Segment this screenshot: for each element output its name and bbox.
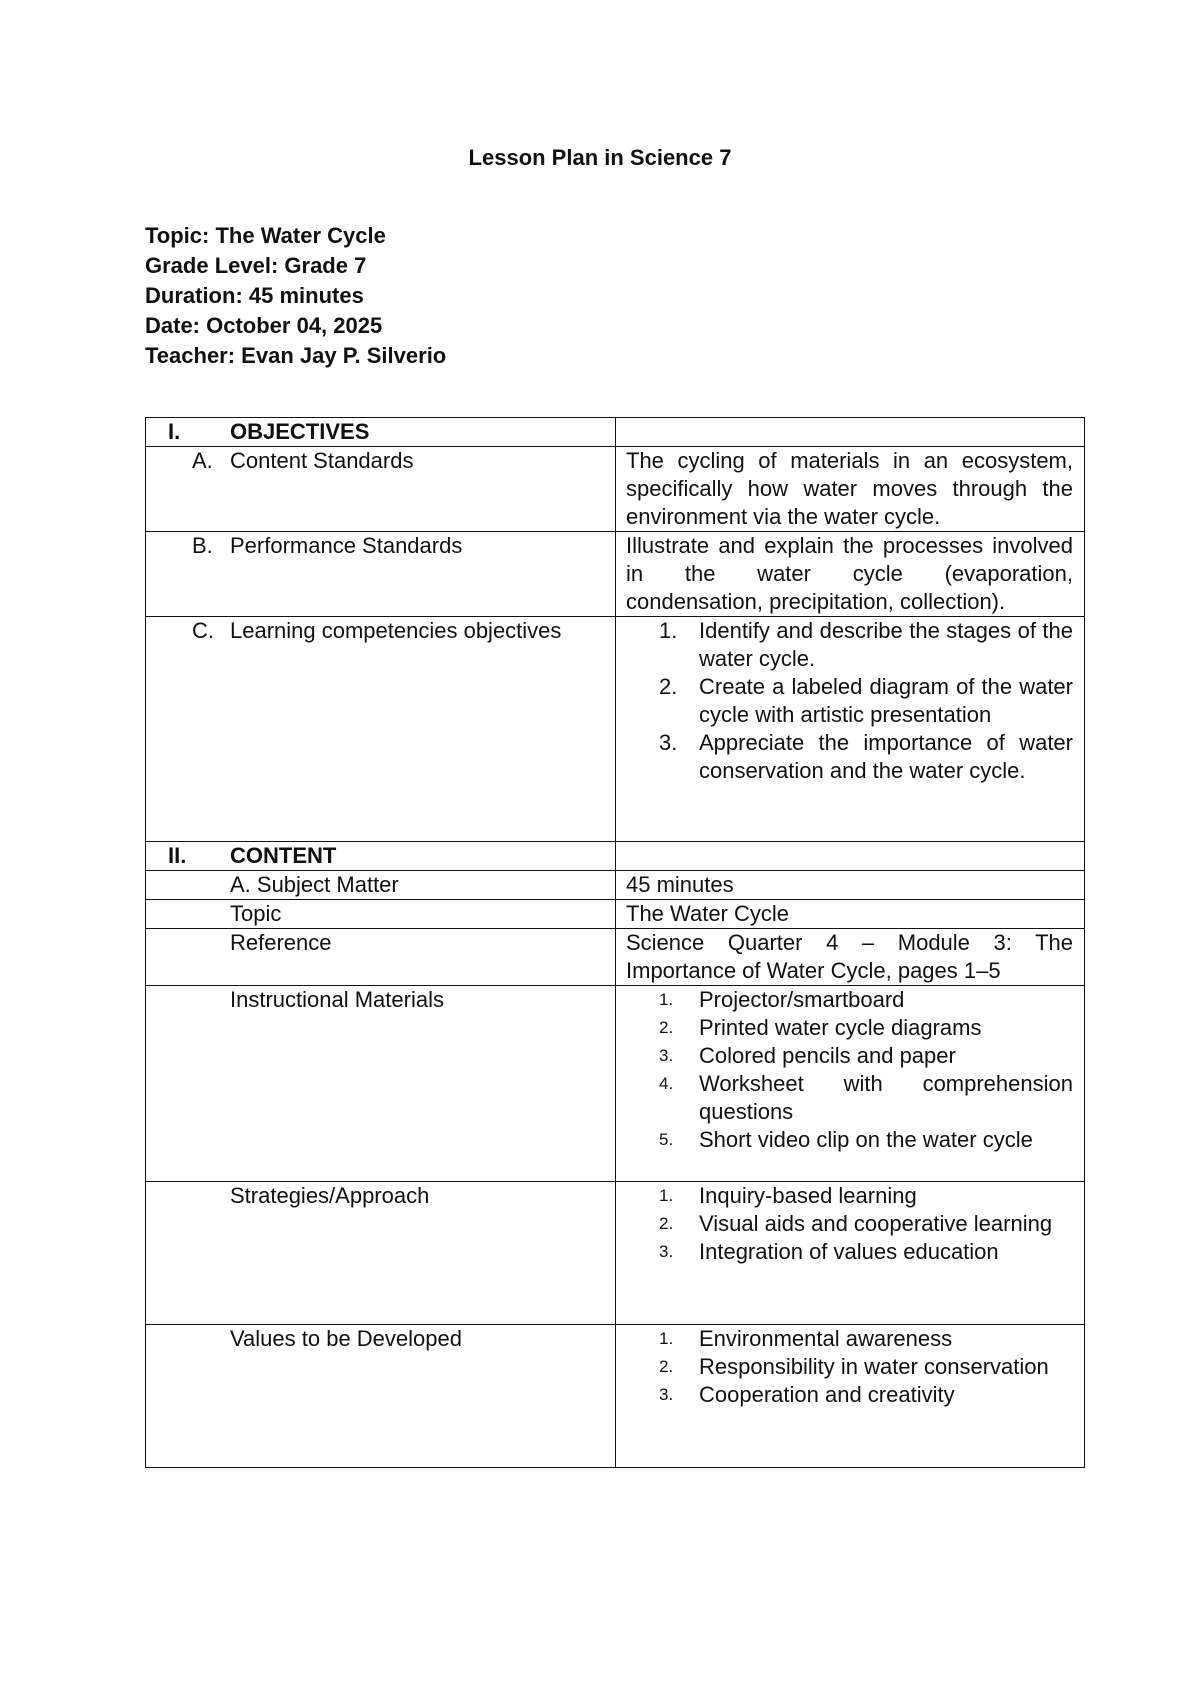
list-item-text: Projector/smartboard xyxy=(699,987,905,1012)
list-item-text: Environmental awareness xyxy=(699,1326,953,1351)
list-number: 2. xyxy=(659,674,678,699)
section-title: CONTENT xyxy=(230,843,337,868)
list-item xyxy=(626,1353,1073,1381)
table-row xyxy=(146,929,1085,986)
list-item-text: Cooperation and creativity xyxy=(699,1382,955,1407)
grade-level-line: Grade Level: Grade 7 xyxy=(145,253,367,278)
teacher-line: Teacher: Evan Jay P. Silverio xyxy=(145,343,447,368)
item-letter: C. xyxy=(192,618,214,643)
row-label-cell xyxy=(146,1182,616,1325)
list-number: 1. xyxy=(659,990,674,1009)
list-item xyxy=(626,1182,1073,1210)
section-heading-cell xyxy=(146,418,616,447)
empty-cell xyxy=(616,842,1085,871)
list-number: 3. xyxy=(659,730,678,755)
row-label-cell xyxy=(146,929,616,986)
competencies-cell xyxy=(616,617,1085,842)
list-number: 3. xyxy=(659,1242,674,1261)
row-label-cell xyxy=(146,1325,616,1468)
values-cell xyxy=(616,1325,1085,1468)
duration-line: Duration: 45 minutes xyxy=(145,283,364,308)
table-row xyxy=(146,532,1085,617)
list-number: 2. xyxy=(659,1214,674,1233)
table-row xyxy=(146,986,1085,1182)
list-number: 5. xyxy=(659,1130,674,1149)
content-standards-text: The cycling of materials in an ecosystem, specifically how water moves through the environment via the water cycle. xyxy=(616,447,1085,532)
table-row xyxy=(146,842,1085,871)
section-number: II. xyxy=(168,843,187,868)
list-item xyxy=(626,1126,1073,1154)
list-number: 1. xyxy=(659,1186,674,1205)
row-label: A. Subject Matter xyxy=(230,872,399,897)
list-item xyxy=(626,617,1073,673)
table-row xyxy=(146,871,1085,900)
table-row xyxy=(146,1325,1085,1468)
list-item xyxy=(626,1070,1073,1126)
table-row xyxy=(146,447,1085,532)
values-list xyxy=(626,1325,1073,1409)
list-item-text: Integration of values education xyxy=(699,1239,999,1264)
row-label: Strategies/Approach xyxy=(230,1183,430,1208)
subject-matter-value: 45 minutes xyxy=(616,871,1085,900)
list-item xyxy=(626,729,1073,785)
list-item xyxy=(626,986,1073,1014)
list-number: 3. xyxy=(659,1046,674,1065)
performance-standards-text: Illustrate and explain the processes involved in the water cycle (evaporation, condensation, precipitation, collection). xyxy=(616,532,1085,617)
strategies-list xyxy=(626,1182,1073,1266)
list-item xyxy=(626,1381,1073,1409)
section-heading-cell xyxy=(146,842,616,871)
list-item-text: Responsibility in water conservation xyxy=(699,1354,1049,1379)
list-item-text: Printed water cycle diagrams xyxy=(699,1015,982,1040)
materials-list xyxy=(626,986,1073,1154)
table-row xyxy=(146,900,1085,929)
item-letter: B. xyxy=(192,533,213,558)
list-item-text: Colored pencils and paper xyxy=(699,1043,956,1068)
row-label-cell xyxy=(146,900,616,929)
list-item xyxy=(626,1042,1073,1070)
list-item-text: Inquiry-based learning xyxy=(699,1183,917,1208)
list-item-text: Create a labeled diagram of the water cycle with artistic presentation xyxy=(699,674,1073,727)
row-label: Performance Standards xyxy=(230,533,463,558)
list-number: 1. xyxy=(659,1329,674,1348)
topic-line: Topic: The Water Cycle xyxy=(145,223,386,248)
date-line: Date: October 04, 2025 xyxy=(145,313,383,338)
list-number: 4. xyxy=(659,1074,674,1093)
list-item-text: Visual aids and cooperative learning xyxy=(699,1211,1053,1236)
row-label: Content Standards xyxy=(230,448,414,473)
section-title: OBJECTIVES xyxy=(230,419,370,444)
list-number: 1. xyxy=(659,618,678,643)
lesson-header xyxy=(145,221,446,371)
page-title: Lesson Plan in Science 7 xyxy=(468,145,732,170)
list-item xyxy=(626,1014,1073,1042)
list-number: 2. xyxy=(659,1357,674,1376)
row-label: Values to be Developed xyxy=(230,1326,462,1351)
table-row xyxy=(146,1182,1085,1325)
topic-value: The Water Cycle xyxy=(616,900,1085,929)
row-label-cell xyxy=(146,447,616,532)
row-label: Instructional Materials xyxy=(230,987,444,1012)
table-row xyxy=(146,418,1085,447)
list-number: 2. xyxy=(659,1018,674,1037)
list-item xyxy=(626,1210,1073,1238)
reference-value: Science Quarter 4 – Module 3: The Importance of Water Cycle, pages 1–5 xyxy=(616,929,1085,986)
competencies-list xyxy=(626,617,1073,785)
row-label: Reference xyxy=(230,930,332,955)
list-item-text: Appreciate the importance of water conservation and the water cycle. xyxy=(699,730,1073,783)
list-item-text: Short video clip on the water cycle xyxy=(699,1127,1033,1152)
list-item xyxy=(626,673,1073,729)
list-number: 3. xyxy=(659,1385,674,1404)
row-label: Learning competencies objectives xyxy=(230,618,562,643)
row-label-cell xyxy=(146,986,616,1182)
list-item xyxy=(626,1325,1073,1353)
materials-cell xyxy=(616,986,1085,1182)
strategies-cell xyxy=(616,1182,1085,1325)
row-label-cell xyxy=(146,871,616,900)
list-item-text: Worksheet with comprehension questions xyxy=(699,1071,1073,1124)
table-row xyxy=(146,617,1085,842)
section-number: I. xyxy=(168,419,181,444)
list-item-text: Identify and describe the stages of the water cycle. xyxy=(699,618,1073,671)
row-label-cell xyxy=(146,617,616,842)
row-label: Topic xyxy=(230,901,282,926)
row-label-cell xyxy=(146,532,616,617)
item-letter: A. xyxy=(192,448,213,473)
lesson-plan-table xyxy=(145,417,1085,1468)
empty-cell xyxy=(616,418,1085,447)
list-item xyxy=(626,1238,1073,1266)
